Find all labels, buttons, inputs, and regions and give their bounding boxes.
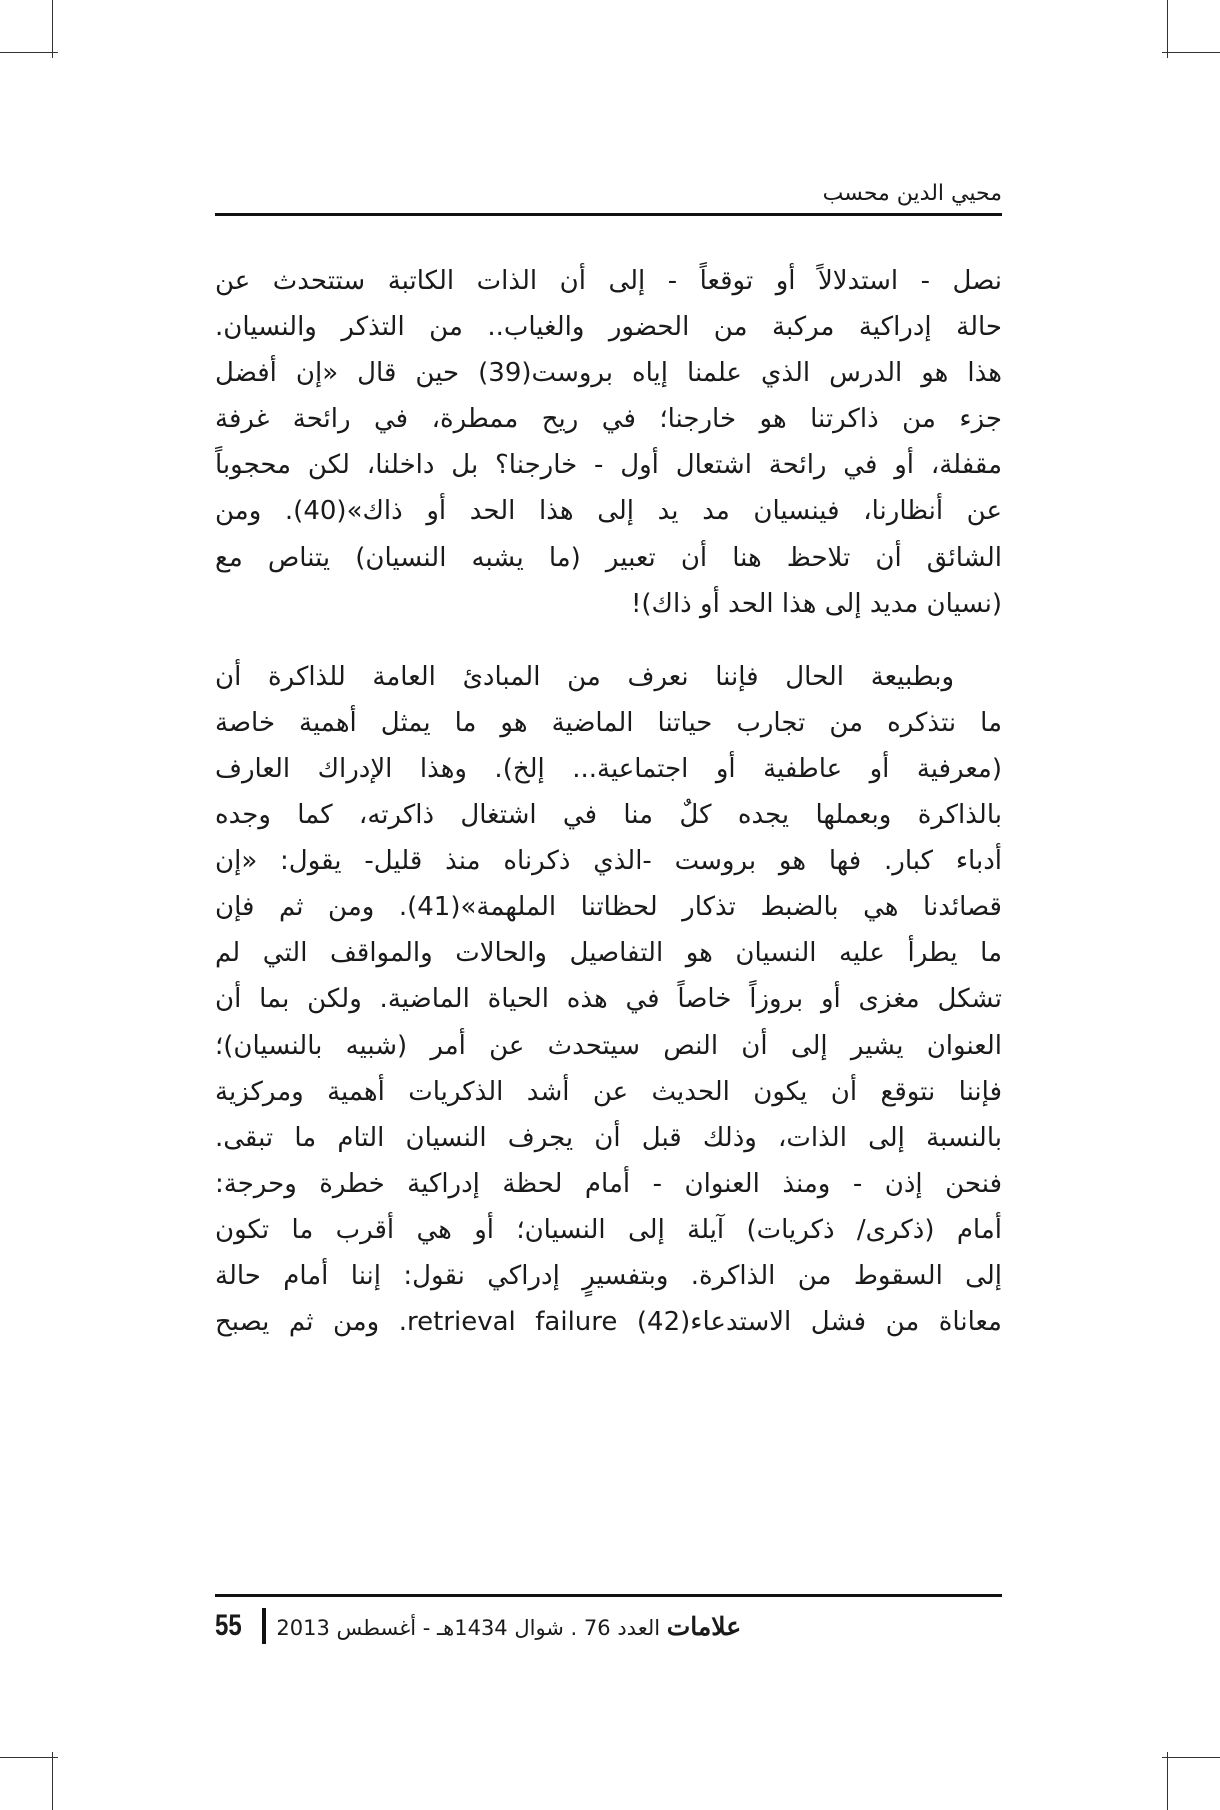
- text-line: أمام (ذكرى/ ذكريات) آيلة إلى النسيان؛ أو هي أقرب ما تكون: [215, 1214, 1002, 1245]
- text-line: معاناة من فشل الاستدعاء(42) retrieval failure. ومن ثم يصبح: [215, 1307, 1002, 1338]
- crop-mark: [52, 0, 53, 58]
- crop-mark: [0, 1757, 58, 1758]
- text-line: وبطبيعة الحال فإننا نعرف من المبادئ العامة للذاكرة أن: [215, 661, 954, 692]
- crop-mark: [1162, 1757, 1220, 1758]
- text-line: تشكل مغزى أو بروزاً خاصاً في هذه الحياة الماضية. ولكن بما أن: [215, 984, 1002, 1015]
- text-line: بالنسبة إلى الذات، وذلك قبل أن يجرف النسيان التام ما تبقى.: [215, 1122, 1002, 1153]
- article-body: [215, 258, 1002, 1345]
- crop-mark: [1167, 1752, 1168, 1810]
- text-line: الشائق أن تلاحظ هنا أن تعبير (ما يشبه النسيان) يتناص مع: [215, 542, 1002, 573]
- text-line: ما نتذكره من تجارب حياتنا الماضية هو ما يمثل أهمية خاصة: [215, 707, 1002, 738]
- page-number: 55: [215, 1609, 242, 1642]
- text-line: بالذاكرة وبعملها يجده كلٌ منا في اشتغال ذاكرته، كما وجده: [215, 800, 1002, 831]
- footer-journal-info: [276, 1612, 741, 1641]
- crop-mark: [1167, 0, 1168, 58]
- paragraph: [215, 654, 1002, 1345]
- text-line: أدباء كبار. فها هو بروست -الذي ذكرناه منذ قليل- يقول: «إن: [215, 846, 1002, 877]
- text-line: حالة إدراكية مركبة من الحضور والغياب.. من التذكر والنسيان.: [215, 312, 1002, 343]
- journal-name: علامات: [666, 1611, 742, 1641]
- page-footer: [215, 1604, 1002, 1648]
- text-line: العنوان يشير إلى أن النص سيتحدث عن أمر (شبيه بالنسيان)؛: [215, 1030, 1002, 1061]
- footer-separator: [262, 1608, 266, 1644]
- header-rule: [215, 213, 1002, 216]
- footer-rule: [215, 1594, 1002, 1597]
- crop-mark: [52, 1752, 53, 1810]
- running-header-author: محيي الدين محسب: [822, 181, 1002, 206]
- crop-mark: [0, 52, 58, 53]
- text-line: (نسيان مديد إلى هذا الحد أو ذاك)!: [630, 588, 1002, 619]
- text-line: عن أنظارنا، فينسيان مد يد إلى هذا الحد أو ذاك»(40). ومن: [215, 496, 1002, 527]
- issue-info: العدد 76 . شوال 1434هـ - أغسطس 2013: [276, 1615, 661, 1640]
- crop-mark: [1162, 52, 1220, 53]
- text-line: جزء من ذاكرتنا هو خارجنا؛ في ريح ممطرة، في رائحة غرفة: [215, 404, 1002, 435]
- text-line: مقفلة، أو في رائحة اشتعال أول - خارجنا؟ بل داخلنا، لكن محجوباً: [215, 450, 1002, 481]
- text-line: قصائدنا هي بالضبط تذكار لحظاتنا الملهمة»(41). ومن ثم فإن: [215, 892, 1002, 923]
- paragraph: [215, 258, 1002, 627]
- text-line: إلى السقوط من الذاكرة. وبتفسيرٍ إدراكي نقول: إننا أمام حالة: [215, 1260, 1002, 1291]
- text-line: فنحن إذن - ومنذ العنوان - أمام لحظة إدراكية خطرة وحرجة:: [215, 1168, 1002, 1199]
- text-line: (معرفية أو عاطفية أو اجتماعية... إلخ). وهذا الإدراك العارف: [215, 753, 1002, 784]
- text-line: فإننا نتوقع أن يكون الحديث عن أشد الذكريات أهمية ومركزية: [215, 1076, 1002, 1107]
- text-line: هذا هو الدرس الذي علمنا إياه بروست(39) حين قال «إن أفضل: [215, 358, 1002, 389]
- text-line: نصل - استدلالاً أو توقعاً - إلى أن الذات الكاتبة ستتحدث عن: [215, 266, 1002, 296]
- text-line: ما يطرأ عليه النسيان هو التفاصيل والحالات والمواقف التي لم: [215, 938, 1002, 969]
